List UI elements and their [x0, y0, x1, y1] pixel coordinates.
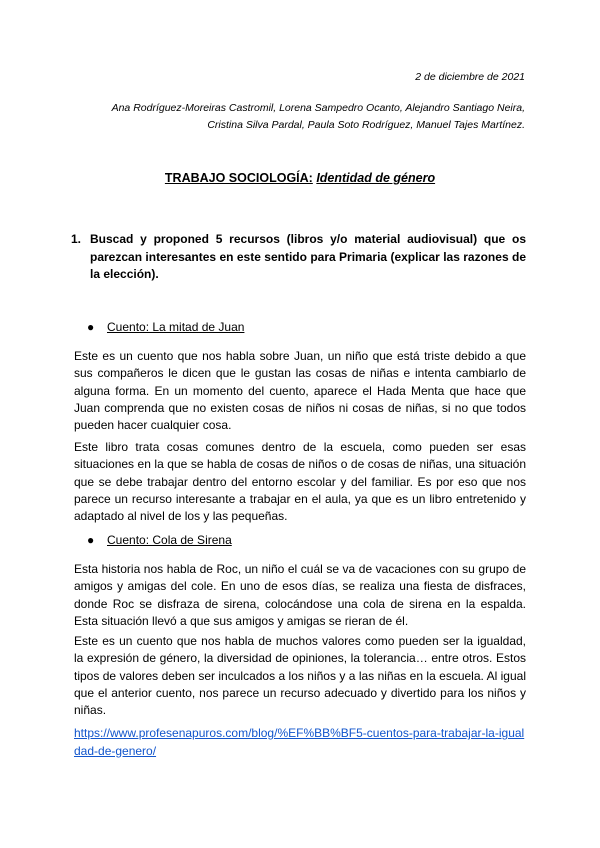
authors-block	[112, 100, 525, 134]
question-1	[71, 231, 526, 284]
source-link[interactable]	[74, 725, 530, 760]
question-text: Buscad y proponed 5 recursos (libros y/o material audiovisual) que os parezcan interesantes en este sentido para Primaria (explicar las razones de la elección).	[90, 232, 526, 281]
section-1-paragraph-1: Este es un cuento que nos habla sobre Juan, un niño que está triste debido a que sus compañeros le dicen que le gustan las cosas de niñas e intenta cambiarlo de alguna forma. En un momento del cuento, aparece el Hada Menta que hace que Juan comprenda que no existen cosas de niños ni cosas de niñas, si no que todos pueden hacer cualquier cosa.	[74, 349, 526, 433]
section-2-label: Cuento: Cola de Sirena	[107, 533, 232, 547]
section-2-paragraph-2: Este es un cuento que nos habla de muchos valores como pueden ser la igualdad, la expresión de género, la diversidad de opiniones, la tolerancia… entre otros. Estos tipos de valores deben ser inculcados a los niños y a las niñas en la escuela. Al igual que el anterior cuento, nos parece un recurso adecuado y divertido para los niños y niñas.	[74, 634, 526, 718]
section-2-paragraph-1: Esta historia nos habla de Roc, un niño el cuál se va de vacaciones con su grupo de amigos y amigas del cole. En uno de esos días, se realiza una fiesta de disfraces, donde Roc se disfraza de sirena, colocándose una cola de sirena en la espalda. Esta situación llevó a que sus amigos y amigas se rieran de él.	[74, 562, 526, 628]
section-1-heading	[87, 320, 244, 334]
source-link-line-1[interactable]: https://www.profesenapuros.com/blog/%EF%BB%BF5-cuentos-para-trabajar-la-igual	[74, 726, 525, 740]
title-main: TRABAJO SOCIOLOGÍA:	[164, 171, 313, 185]
section-2-heading	[87, 533, 232, 547]
bullet-icon: ●	[87, 320, 95, 334]
source-link-line-2[interactable]: dad-de-genero/	[74, 743, 157, 758]
document-title	[0, 171, 600, 185]
section-1-label: Cuento: La mitad de Juan	[107, 320, 245, 334]
title-sub: Identidad de género	[316, 171, 436, 185]
question-number: 1.	[71, 232, 82, 246]
document-date: 2 de diciembre de 2021	[415, 71, 525, 83]
section-1-paragraph-2: Este libro trata cosas comunes dentro de la escuela, como pueden ser esas situaciones en la que se habla de cosas de niños o de cosas de niñas, una situación que se debe trabajar dentro del entorno escolar y del familiar. Es por eso que nos parece un recurso interesante a trabajar en el aula, ya que es un libro entretenido y adaptado al nivel de los y las pequeñas.	[74, 440, 526, 524]
authors-line-1: Ana Rodríguez-Moreiras Castromil, Lorena Sampedro Ocanto, Alejandro Santiago Neira,	[111, 102, 525, 114]
authors-line-2: Cristina Silva Pardal, Paula Soto Rodríguez, Manuel Tajes Martínez.	[207, 119, 525, 131]
bullet-icon: ●	[87, 533, 95, 547]
